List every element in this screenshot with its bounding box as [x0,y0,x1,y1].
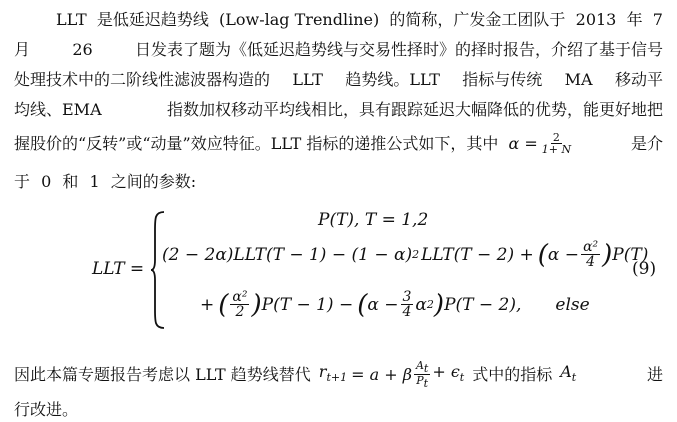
close-paren-icon: ) [602,239,613,270]
eq-term: + ϵ [432,361,460,381]
fraction-denominator: 1+ N [541,143,572,156]
text-seg: 日发表了题为《低延迟趋势线与交易性择时》的择时报告，介绍了基于信号 [134,40,663,59]
open-paren-icon: ( [218,289,229,320]
text-seg: 和 [62,172,79,191]
fraction-numerator: 2 [552,131,560,144]
text-seg: 进 [646,364,663,384]
para2-line1 [14,360,663,389]
text-seg: 月 [14,40,31,59]
fraction-denominator: 4 [402,304,412,320]
eq-term: α − [367,294,399,315]
fraction-numerator: A [415,359,424,372]
eq-term: A [560,361,572,381]
text-seg: 0 [41,172,52,191]
fraction-A-over-P [414,360,430,389]
fraction-alpha2-over-4 [581,240,600,269]
fraction-denominator: P [416,374,424,388]
r-symbol [319,362,347,388]
text-seg: 26 [72,40,93,59]
text-seg: 的简称，广发金工团队于 [389,10,566,29]
eq-term: α [415,294,427,315]
text-seg: 式中的指标 [472,364,553,384]
close-paren-icon: ) [251,289,262,320]
equation-number: (9) [632,259,657,279]
eq-subscript: t [423,377,429,391]
left-brace-icon [150,210,166,330]
equation-row1: P(T), T = 1,2 [318,210,429,230]
eq-subscript: t+1 [326,370,348,384]
text-seg: 因此本篇专题报告考虑以 LLT 趋势线替代 [14,364,311,384]
text-seg: MA [564,70,593,89]
text-seg: 2013 [575,10,617,29]
text-seg: 是介 [630,133,663,153]
text-seg: 于 [14,172,31,191]
eq-term: P(T − 2), [444,294,522,315]
text-seg: 年 [626,10,643,29]
text-seg: LLT [56,10,87,29]
text-seg: 移动平 [614,70,663,89]
fraction-3-over-4 [401,290,414,319]
eq-term: (2 − 2α)LLT(T − 1) − (1 − α) [162,244,413,265]
fraction-numerator: 3 [402,289,412,305]
fraction-denominator: 4 [586,254,596,270]
eq-term: LLT(T − 2) + [421,244,534,265]
fraction-numerator: α² [232,289,248,305]
equation-row3 [200,290,590,319]
text-seg: 之间的参数: [110,172,197,191]
text-seg: 1 [89,172,100,191]
eq-subscript: t [423,362,429,376]
text-seg: 握股价的“反转”或“动量”效应特征。LLT 指标的递推公式如下，其中 [14,133,499,153]
equation-row2 [162,240,648,269]
equation-lhs: LLT = [92,259,145,279]
alpha-symbol: α = [508,133,538,153]
para1-line5 [14,132,663,155]
text-seg: 7 [652,10,663,29]
fraction-numerator: α² [583,239,599,255]
para1-line3 [14,70,663,90]
para1-line1 [56,10,663,30]
text-seg: LLT [292,70,323,89]
eq-term: α − [547,244,580,265]
para2-line2: 行改进。 [14,400,79,419]
fraction-alpha2-over-2 [230,290,249,319]
text-seg: 是低延迟趋势线 [96,10,209,29]
A-symbol [560,362,576,388]
fraction-denominator: 2 [235,304,245,320]
para1-line4 [14,100,663,120]
eq-term: r [318,361,327,381]
open-paren-icon: ( [357,289,368,320]
text-seg: 均线、EMA [14,100,102,119]
para1-line6 [14,172,663,192]
fraction-2-over-1plusN [540,132,573,155]
eq-term: + [200,294,215,315]
eq-subscript: t [571,370,577,384]
epsilon-term [432,362,464,388]
eq-exponent: 2 [426,297,434,311]
para1-line2 [14,40,663,60]
eq-subscript: t [459,370,465,384]
close-paren-icon: ) [433,289,445,320]
eq-exponent: 2 [412,247,420,261]
eq-else-label: else [555,294,590,315]
open-paren-icon: ( [537,239,548,270]
eq-term: P(T − 1) − [261,294,354,315]
text-seg: (Low-lag Trendline) [219,10,380,29]
text-seg: 处理技术中的二阶线性滤波器构造的 [14,70,271,89]
text-seg: 趋势线。LLT [345,70,440,89]
eq-term: P(T) [612,244,649,265]
eq-term: = a + β [351,364,412,384]
text-seg: 指数加权移动平均线相比，具有跟踪延迟大幅降低的优势，能更好地把 [166,100,663,119]
text-seg: 指标与传统 [462,70,543,89]
